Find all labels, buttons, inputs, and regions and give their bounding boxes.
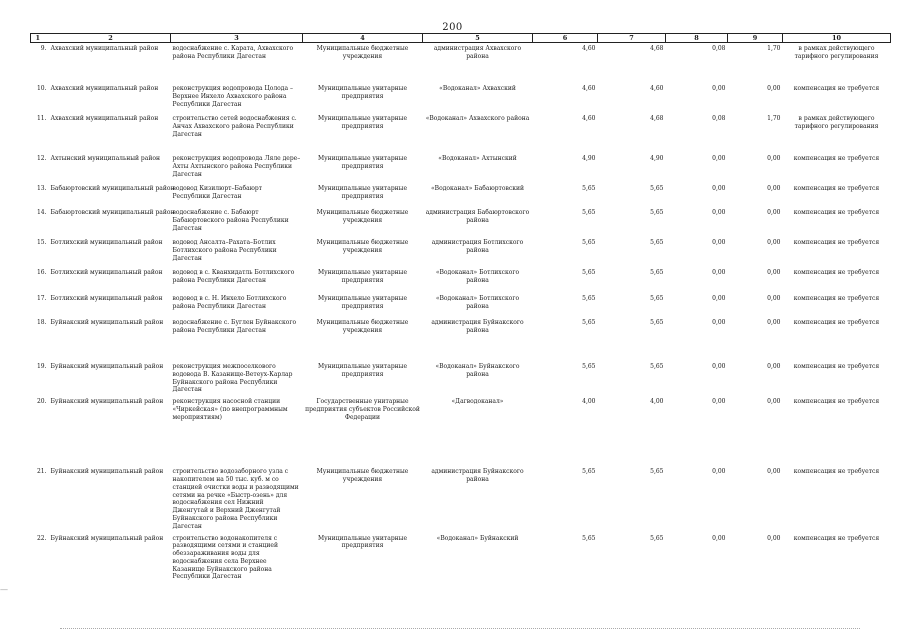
org-type-cell: Муниципальные бюджетные учреждения [316,468,409,483]
org-type-cell: Муниципальные бюджетные учреждения [316,208,409,224]
value-col-8: 0,08 [712,45,726,53]
district-name: Бабаюртовский муниципальный район [50,184,175,192]
value-col-8: 0,00 [712,184,726,192]
column-header-label: 2 [108,34,113,42]
note-cell: компенсация не требуется [793,294,880,302]
column-header [31,34,171,43]
row-number: 10. [36,84,47,92]
org-type-cell: Муниципальные бюджетные учреждения [316,318,409,334]
org-type-cell: Муниципальные унитарные предприятия [317,84,407,100]
note-cell: компенсация не требуется [793,84,880,92]
operator-cell: администрация Бабаюртовского района [425,208,530,224]
operator-cell: «Водоканал» Ахвахский [439,84,516,92]
note-cell: компенсация не требуется [793,534,880,542]
value-col-6: 4,60 [582,84,596,92]
note-cell: компенсация не требуется [793,238,880,246]
column-header: 8 [666,34,728,43]
row-number: 22. [36,534,47,542]
column-header: 3 [171,34,303,43]
margin-mark: — [0,585,8,594]
org-type-cell: Муниципальные бюджетные учреждения [316,45,409,61]
table-row [31,293,891,317]
project-cell: водовод Ансалта–Рахата–Ботлих Ботлихского района Республики Дагестан [172,238,277,262]
value-col-7: 4,90 [650,154,664,162]
table-row [31,237,891,267]
district-cell [31,533,171,584]
district-name: Ботлихский муниципальный район [50,238,163,246]
org-type-cell: Муниципальные унитарные предприятия [317,294,407,310]
table-row [31,83,891,113]
value-col-9: 0,00 [767,208,781,216]
org-type-cell: Муниципальные унитарные предприятия [317,184,407,200]
project-cell: строительство водозаборного узла с накопителем на 50 тыс. куб. м со станцией очистки воды и разводящими сетями на речке «Быстр-озень» для водоснабжения сел Нижний Дженгутай и Верхний Дженгутай Буйнакского района Республики Дагестан [172,468,299,530]
value-col-6: 5,65 [582,184,596,192]
note-cell: компенсация не требуется [793,398,880,406]
row-number: 12. [36,154,47,162]
value-col-9: 1,70 [767,114,781,122]
note-cell: компенсация не требуется [793,208,880,216]
table-row [31,267,891,293]
value-col-7: 5,65 [650,184,664,192]
value-col-8: 0,00 [712,398,726,406]
operator-cell: администрация Ахвахского района [433,45,522,61]
value-col-9: 0,00 [767,468,781,476]
value-col-6: 5,65 [582,468,596,476]
operator-cell: администрация Буйнакского района [431,318,524,334]
district-name: Буйнакский муниципальный район [50,318,164,326]
district-cell [31,207,175,237]
district-name: Ботлихский муниципальный район [50,294,163,302]
value-col-7: 5,65 [650,238,664,246]
column-header: 7 [598,34,666,43]
value-col-8: 0,00 [712,208,726,216]
project-cell: водоснабжение с. Буглен Буйнакского района Республики Дагестан [172,318,297,334]
district-name: Буйнакский муниципальный район [50,398,164,406]
table-body [31,43,891,583]
value-col-6: 5,65 [582,268,596,276]
project-cell: реконструкция водопровода Ляле дере–Ахты Ахтынского района Республики Дагестан [172,154,301,178]
note-cell: компенсация не требуется [793,468,880,476]
district-cell [31,293,171,317]
value-col-9: 1,70 [767,45,781,53]
value-col-7: 5,65 [650,468,664,476]
district-cell [31,237,171,267]
operator-cell: «Водоканал» Ахвахского района [425,114,530,122]
org-type-cell: Муниципальные унитарные предприятия [317,362,407,378]
page-number: 200 [442,22,463,33]
value-col-9: 0,00 [767,294,781,302]
column-header: 10 [783,34,891,43]
district-cell [31,361,171,396]
row-number: 16. [36,268,47,276]
value-col-8: 0,00 [712,154,726,162]
column-header: 4 [303,34,423,43]
district-name: Ахвахский муниципальный район [50,45,159,53]
value-col-8: 0,00 [712,238,726,246]
district-cell [31,466,171,532]
value-col-8: 0,00 [712,534,726,542]
project-cell: водовод в с. Н. Инхело Ботлихского района Республики Дагестан [172,294,287,310]
value-col-9: 0,00 [767,238,781,246]
org-type-cell: Государственные унитарные предприятия субъектов Российской Федерации [305,398,420,421]
column-header: 9 [728,34,783,43]
table-row [31,317,891,361]
value-col-7: 4,68 [650,45,664,53]
value-col-7: 5,65 [650,362,664,370]
note-cell: компенсация не требуется [793,184,880,192]
value-col-7: 4,00 [650,398,664,406]
district-name: Ботлихский муниципальный район [50,268,163,276]
row-number: 13. [36,184,47,192]
table-row [31,466,891,532]
value-col-7: 5,65 [650,208,664,216]
bottom-rule [60,628,860,629]
district-name: Буйнакский муниципальный район [50,362,164,370]
org-type-cell: Муниципальные унитарные предприятия [317,534,407,550]
district-name: Ахтынский муниципальный район [50,154,160,162]
district-cell [31,267,171,293]
column-header: 5 [423,34,533,43]
value-col-8: 0,00 [712,362,726,370]
value-col-8: 0,00 [712,468,726,476]
project-cell: строительство водонакопителя с разводящими сетями и станцией обеззараживания воды для водоснабжения села Верхнее Казанище Буйнакского района Республики Дагестан [172,534,278,581]
district-name: Ахвахский муниципальный район [50,84,159,92]
value-col-8: 0,08 [712,114,726,122]
district-name: Бабаюртовский муниципальный район [50,208,175,216]
table-row [31,207,891,237]
org-type-cell: Муниципальные унитарные предприятия [317,154,407,170]
row-number: 17. [36,294,47,302]
value-col-7: 5,65 [650,294,664,302]
operator-cell: «Водоканал» Ахтынский [438,154,517,162]
value-col-7: 5,65 [650,534,664,542]
table-row [31,153,891,183]
project-cell: водовод Кизилюрт–Бабаюрт Республики Дагестан [172,184,263,200]
value-col-9: 0,00 [767,318,781,326]
project-cell: реконструкция межпоселкового водовода В. Казанище-Ветеух-Карлар Буйнакского района Республики Дагестан [172,362,293,394]
district-name: Буйнакский муниципальный район [50,468,164,476]
column-header-label: 1 [35,34,41,42]
note-cell: в рамках действующего тарифного регулирования [794,45,879,61]
value-col-8: 0,00 [712,84,726,92]
table-row [31,183,891,207]
table-row [31,43,891,83]
value-col-6: 4,60 [582,45,596,53]
operator-cell: «Водоканал» Ботлихского района [435,294,520,310]
value-col-9: 0,00 [767,84,781,92]
row-number: 9. [40,45,47,53]
value-col-8: 0,00 [712,268,726,276]
value-col-6: 4,60 [582,114,596,122]
value-col-9: 0,00 [767,534,781,542]
org-type-cell: Муниципальные унитарные предприятия [317,268,407,284]
project-cell: водоснабжение с. Бабаюрт Бабаюртовского района Республики Дагестан [172,208,289,232]
operator-cell: администрация Буйнакского района [431,468,524,483]
value-col-6: 5,65 [582,318,596,326]
district-name: Ахвахский муниципальный район [50,114,159,122]
value-col-7: 5,65 [650,318,664,326]
org-type-cell: Муниципальные бюджетные учреждения [316,238,409,254]
operator-cell: «Водоканал» Буйнакского района [435,362,520,378]
row-number: 14. [36,208,47,216]
project-cell: водовод в с. Кванхидатль Ботлихского района Республики Дагестан [172,268,295,284]
project-cell: реконструкция водопровода Цолода – Верхнее Инхело Ахвахского района Республики Дагестан [172,84,293,108]
row-number: 11. [36,114,47,122]
value-col-8: 0,00 [712,294,726,302]
row-number: 21. [36,468,47,476]
operator-cell: «Дагводоканал» [451,398,504,406]
value-col-9: 0,00 [767,154,781,162]
note-cell: компенсация не требуется [793,362,880,370]
operator-cell: «Водоканал» Ботлихского района [435,268,520,284]
value-col-8: 0,00 [712,318,726,326]
table-row [31,361,891,396]
value-col-9: 0,00 [767,268,781,276]
district-cell [31,83,171,113]
value-col-9: 0,00 [767,184,781,192]
row-number: 20. [36,398,47,406]
value-col-7: 4,68 [650,114,664,122]
org-type-cell: Муниципальные унитарные предприятия [317,114,407,130]
value-col-9: 0,00 [767,398,781,406]
operator-cell: «Водоканал» Бабаюртовский [431,184,524,192]
value-col-7: 4,60 [650,84,664,92]
note-cell: компенсация не требуется [793,318,880,326]
operator-cell: «Водоканал» Буйнакский [436,534,519,542]
note-cell: компенсация не требуется [793,268,880,276]
district-cell [31,183,175,207]
column-number-row [31,34,891,43]
value-col-6: 4,00 [582,398,596,406]
value-col-9: 0,00 [767,362,781,370]
project-cell: строительство сетей водоснабжения с. Анчах Ахвахского района Республики Дагестан [172,114,297,138]
district-cell [31,113,171,153]
district-cell [31,153,171,183]
district-cell [31,317,171,361]
project-cell: водоснабжение с. Карата, Ахвахского района Республики Дагестан [172,45,294,61]
row-number: 18. [36,318,47,326]
district-cell [31,396,171,466]
district-name: Буйнакский муниципальный район [50,534,164,542]
district-cell [31,43,171,83]
value-col-7: 5,65 [650,268,664,276]
row-number: 19. [36,362,47,370]
value-col-6: 5,65 [582,534,596,542]
table-row [31,113,891,153]
table-row [31,533,891,584]
column-header: 6 [533,34,598,43]
note-cell: в рамках действующего тарифного регулирования [794,114,879,130]
value-col-6: 5,65 [582,238,596,246]
note-cell: компенсация не требуется [793,154,880,162]
project-cell: реконструкция насосной станции «Чиркейская» (по внепрограммным мероприятиям) [172,398,288,421]
operator-cell: администрация Ботлихского района [431,238,524,254]
row-number: 15. [36,238,47,246]
table-row [31,396,891,466]
value-col-6: 5,65 [582,208,596,216]
value-col-6: 5,65 [582,294,596,302]
value-col-6: 5,65 [582,362,596,370]
value-col-6: 4,90 [582,154,596,162]
projects-table [30,33,891,583]
